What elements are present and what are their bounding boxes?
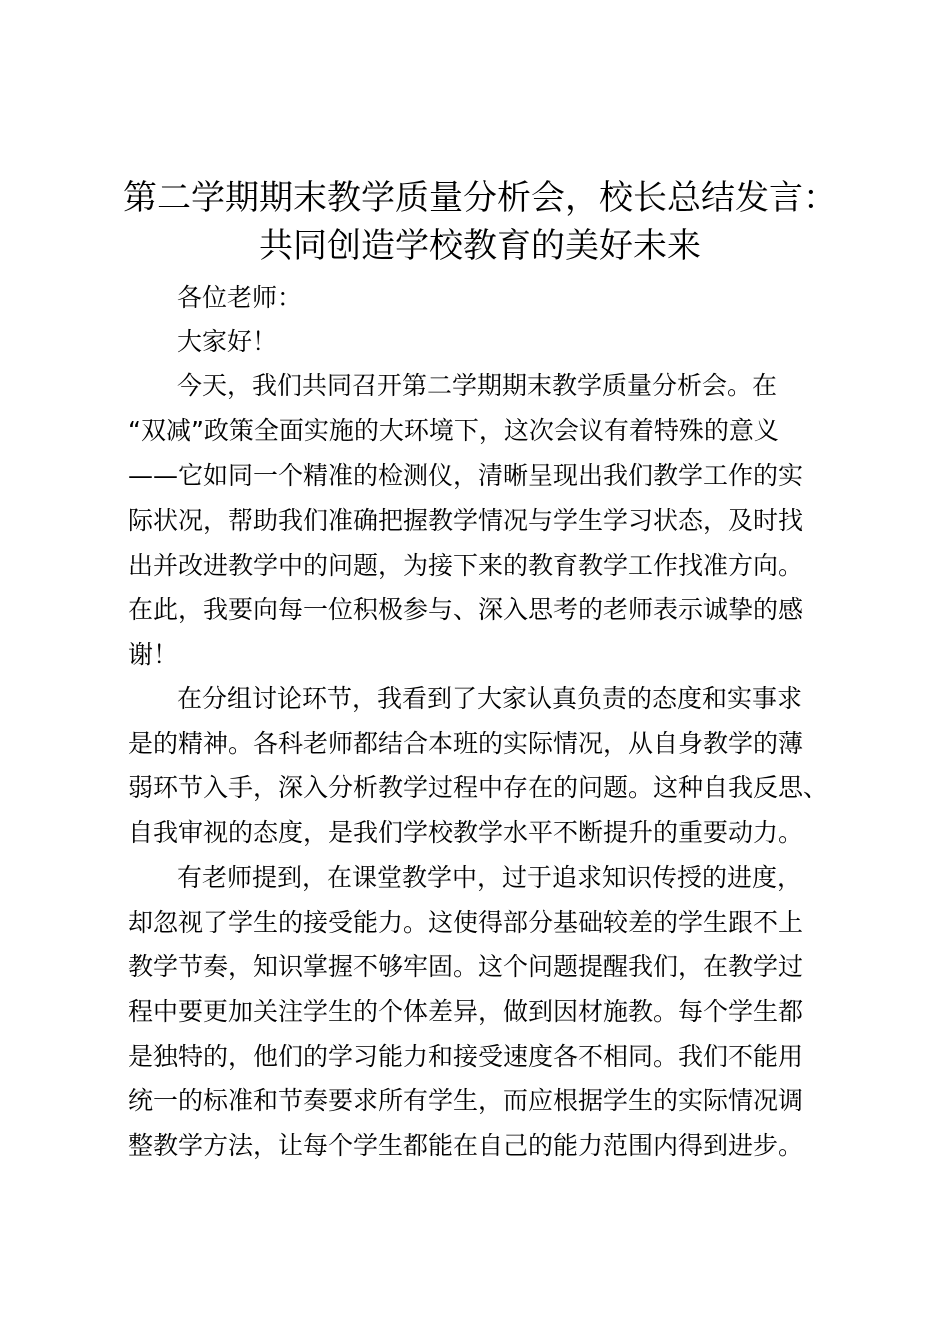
body-text-line: 出并改进教学中的问题，为接下来的教育教学工作找准方向。 [128,551,804,580]
body-text-line: 统一的标准和节奏要求所有学生，而应根据学生的实际情况调 [128,1086,804,1115]
document-title-line-1: 第二学期期末教学质量分析会，校长总结发言： [123,178,837,218]
body-text-line: 是独特的，他们的学习能力和接受速度各不相同。我们不能用 [128,1042,804,1071]
body-text-line: 有老师提到，在课堂教学中，过于追求知识传授的进度， [177,863,803,892]
body-text-line: 程中要更加关注学生的个体差异，做到因材施教。每个学生都 [128,997,804,1026]
greeting-line: 大家好！ [177,327,278,356]
body-text-line: 却忽视了学生的接受能力。这使得部分基础较差的学生跟不上 [128,908,804,937]
salutation-line: 各位老师： [177,283,303,312]
body-text-line: ——它如同一个精准的检测仪，清晰呈现出我们教学工作的实 [128,461,804,490]
body-text-line: 自我审视的态度，是我们学校教学水平不断提升的重要动力。 [128,818,804,847]
body-text-line: 教学节奏，知识掌握不够牢固。这个问题提醒我们，在教学过 [128,952,804,981]
body-text-line: 在分组讨论环节，我看到了大家认真负责的态度和实事求 [177,684,803,713]
body-text-line: 今天，我们共同召开第二学期期末教学质量分析会。在 [177,371,778,400]
body-text-line: 是的精神。各科老师都结合本班的实际情况，从自身教学的薄 [128,729,804,758]
body-text-line: 际状况，帮助我们准确把握教学情况与学生学习状态，及时找 [128,506,804,535]
body-text-line: 弱环节入手，深入分析教学过程中存在的问题。这种自我反思、 [128,773,829,802]
body-text-line: 谢！ [128,640,179,669]
body-text-line: 整教学方法，让每个学生都能在自己的能力范围内得到进步。 [128,1131,804,1160]
body-text-line: “双减”政策全面实施的大环境下，这次会议有着特殊的意义 [128,416,779,445]
body-text-line: 在此，我要向每一位积极参与、深入思考的老师表示诚挚的感 [128,595,804,624]
document-title-line-2: 共同创造学校教育的美好未来 [259,226,701,266]
